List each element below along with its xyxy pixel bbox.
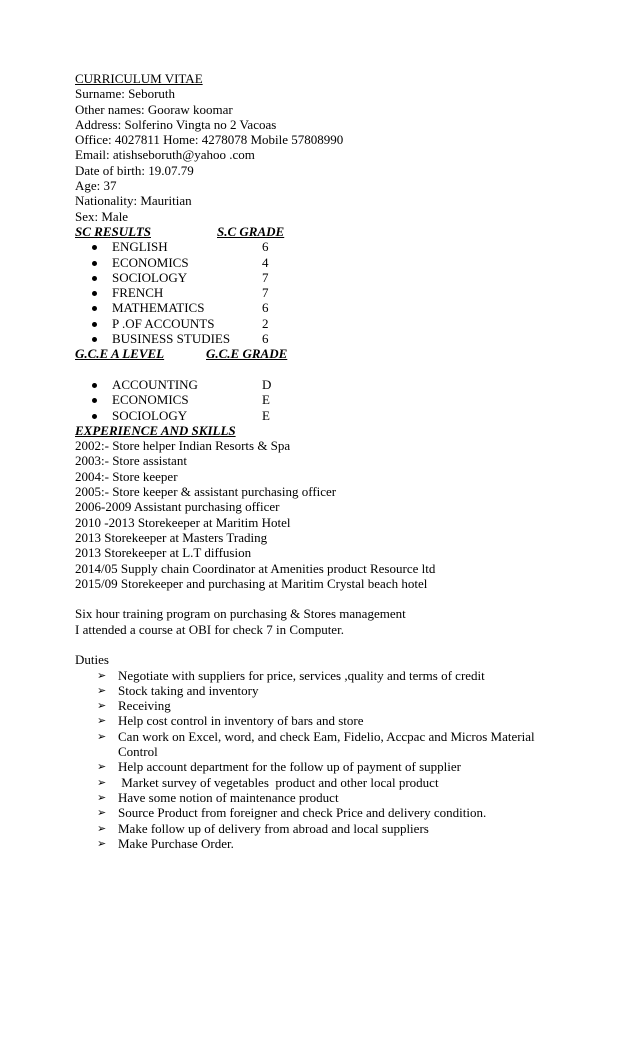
subject-grade: 7 [262,269,269,285]
spacer [75,637,595,652]
arrow-bullet-icon: ➢ [97,668,107,682]
list-item: ➢ Market survey of vegetables product and other local product [97,774,439,790]
arrow-bullet-icon: ➢ [97,790,107,804]
sc-results-header [75,224,595,239]
list-item: ➢ Make follow up of delivery from abroad and local suppliers [97,820,429,836]
age-line: Age: 37 [75,178,117,194]
subject-name: BUSINESS STUDIES [112,331,231,347]
spacer [75,591,595,606]
cv-document [75,71,595,851]
list-item: 2003:- Store assistant [75,453,187,469]
arrow-bullet-icon: ➢ [97,836,107,850]
other-names-line: Other names: Gooraw koomar [75,101,233,117]
training-line: Six hour training program on purchasing & Stores management [75,606,406,622]
gce-heading: G.C.E A LEVEL [75,346,165,362]
arrow-bullet-icon: ➢ [97,821,107,835]
personal-details [75,86,595,224]
list-item: ➢ Stock taking and inventory [97,682,259,698]
spacer [75,362,595,377]
list-item [75,300,595,315]
list-item [75,270,595,285]
list-item [75,331,595,346]
list-item: 2014/05 Supply chain Coordinator at Amenities product Resource ltd [75,560,436,576]
address-line: Address: Solferino Vingta no 2 Vacoas [75,116,277,132]
list-item: ➢ Have some notion of maintenance product [97,789,339,805]
dob-line: Date of birth: 19.07.79 [75,162,194,178]
gce-header [75,346,595,361]
list-item: 2015/09 Storekeeper and purchasing at Maritim Crystal beach hotel [75,575,428,591]
arrow-bullet-icon: ➢ [97,714,107,728]
subject-name: SOCIOLOGY [112,407,188,423]
list-item [75,377,595,392]
bullet-icon [92,306,97,311]
email-line: Email: atishseboruth@yahoo .com [75,147,255,163]
subject-grade: E [262,392,270,408]
list-item [75,408,595,423]
list-item: ➢ Help account department for the follow up of payment of supplier [97,759,461,775]
list-item: 2006-2009 Assistant purchasing officer [75,499,280,515]
list-item: 2002:- Store helper Indian Resorts & Spa [75,438,291,454]
bullet-icon [92,261,97,266]
list-item [75,392,595,407]
list-item: 2005:- Store keeper & assistant purchasing officer [75,484,337,500]
list-item: ➢ Can work on Excel, word, and check Eam, Fidelio, Accpac and Micros Material Control [97,728,535,760]
subject-grade: 7 [262,285,269,301]
subject-name: ACCOUNTING [112,376,198,392]
sc-grade-heading: S.C GRADE [217,223,285,239]
duties-heading: Duties [75,652,109,668]
bullet-icon [92,291,97,296]
training-section [75,606,595,637]
bullet-icon [92,383,97,388]
subject-name: SOCIOLOGY [112,269,188,285]
arrow-bullet-icon: ➢ [97,760,107,774]
bullet-icon [92,322,97,327]
nationality-line: Nationality: Mauritian [75,193,192,209]
bullet-icon [92,245,97,250]
cv-title: CURRICULUM VITAE [75,71,203,86]
list-item: ➢ Receiving [97,698,171,714]
sc-results-list [75,239,595,346]
duties-list [75,668,595,852]
subject-grade: 6 [262,239,269,255]
subject-grade: 6 [262,331,269,347]
list-item: 2004:- Store keeper [75,468,178,484]
training-line: I attended a course at OBI for check 7 in Computer. [75,621,344,637]
list-item [75,255,595,270]
list-item: ➢ Make Purchase Order. [97,835,234,851]
list-item: ➢ Source Product from foreigner and check Price and delivery condition. [97,805,487,821]
list-item: 2010 -2013 Storekeeper at Maritim Hotel [75,514,291,530]
subject-grade: 2 [262,315,269,331]
gce-grade-heading: G.C.E GRADE [206,346,288,362]
phone-line: Office: 4027811 Home: 4278078 Mobile 57808990 [75,132,344,148]
list-item [75,239,595,254]
list-item: ➢ Negotiate with suppliers for price, services ,quality and terms of credit [97,667,485,683]
list-item [75,316,595,331]
bullet-icon [92,337,97,342]
sex-line: Sex: Male [75,208,129,224]
subject-name: ECONOMICS [112,254,189,270]
subject-name: FRENCH [112,285,164,301]
subject-name: MATHEMATICS [112,300,205,316]
bullet-icon [92,276,97,281]
arrow-bullet-icon: ➢ [97,806,107,820]
arrow-bullet-icon: ➢ [97,775,107,789]
subject-grade: E [262,407,270,423]
bullet-icon [92,398,97,403]
gce-results-list [75,377,595,423]
list-item: 2013 Storekeeper at L.T diffusion [75,545,252,561]
subject-grade: 4 [262,254,269,270]
list-item: ➢ Help cost control in inventory of bars and store [97,713,364,729]
subject-name: ENGLISH [112,239,168,255]
bullet-icon [92,414,97,419]
experience-heading: EXPERIENCE AND SKILLS [75,422,236,438]
experience-list [75,438,595,591]
sc-results-heading: SC RESULTS [75,223,151,239]
arrow-bullet-icon: ➢ [97,683,107,697]
subject-grade: D [262,376,272,392]
list-item: 2013 Storekeeper at Masters Trading [75,529,268,545]
surname-line: Surname: Seboruth [75,86,176,102]
arrow-bullet-icon: ➢ [97,729,107,743]
subject-grade: 6 [262,300,269,316]
list-item [75,285,595,300]
subject-name: P .OF ACCOUNTS [112,315,215,331]
subject-name: ECONOMICS [112,392,189,408]
arrow-bullet-icon: ➢ [97,699,107,713]
